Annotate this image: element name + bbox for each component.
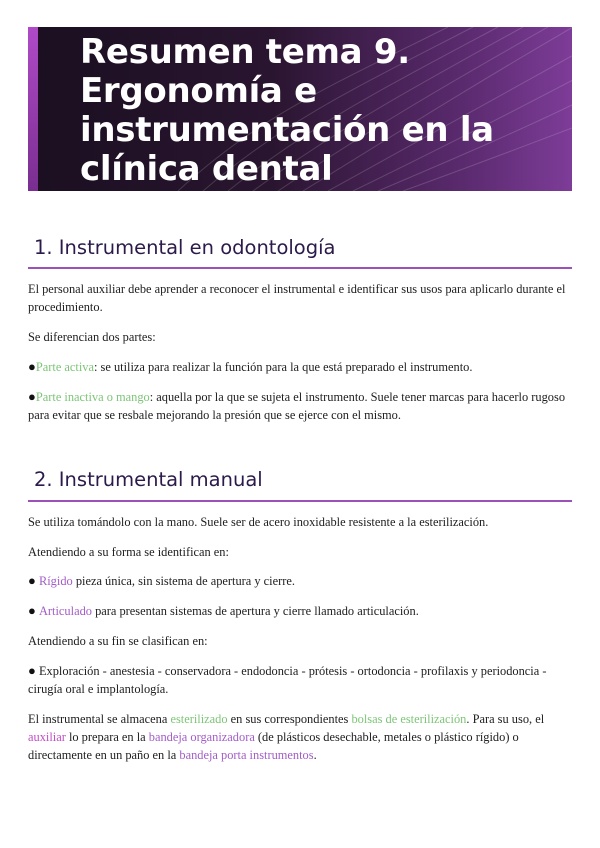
- storage-text: lo prepara en la: [65, 730, 149, 744]
- storage-text: (de plásticos desechable, metales o plástico rígido) o directamente en un paño en la: [28, 730, 519, 762]
- term-rigid: Rígido: [38, 574, 73, 588]
- bullet-icon: ●: [28, 603, 36, 618]
- term-instrument-tray: bandeja porta instrumentos: [179, 748, 314, 762]
- list-item-active-part: [28, 358, 573, 376]
- storage-text: El instrumental se almacena: [28, 712, 171, 726]
- storage-text: .: [313, 748, 317, 762]
- definition-handle: : aquella por la que se sujeta el instrumento. Suele tener marcas para hacerlo rugoso para evitar que se resbale mejorando la presión que se ejerce con el mismo.: [28, 390, 566, 422]
- term-handle: Parte inactiva o mango: [35, 390, 150, 404]
- section-2-divider: [28, 500, 572, 502]
- list-item-purposes: [28, 662, 573, 698]
- bullet-icon: ●: [28, 389, 36, 404]
- term-active-part: Parte activa: [35, 360, 94, 374]
- storage-paragraph: [28, 710, 573, 764]
- term-organizer-tray: bandeja organizadora: [148, 730, 255, 744]
- bullet-icon: ●: [28, 663, 36, 678]
- list-item-articulated: [28, 602, 573, 620]
- list-item-rigid: [28, 572, 573, 590]
- purpose-list-text: Exploración - anestesia - conservadora - endodoncia - prótesis - ortodoncia - profilaxis y periodoncia - cirugía oral e implantología.: [28, 664, 547, 696]
- section-1-intro: El personal auxiliar debe aprender a reconocer el instrumental e identificar sus usos para aplicarlo durante el procedimiento.: [28, 282, 566, 314]
- storage-text: . Para su uso, el: [466, 712, 545, 726]
- definition-active-part: : se utiliza para realizar la función para la que está preparado el instrumento.: [94, 360, 473, 374]
- purpose-classification-intro: Atendiendo a su fin se clasifican en:: [28, 634, 208, 648]
- list-item-handle: [28, 388, 573, 424]
- storage-text: en sus correspondientes: [227, 712, 352, 726]
- title-banner: [28, 27, 572, 191]
- section-1-parts-intro: Se diferencian dos partes:: [28, 330, 156, 344]
- term-articulated: Articulado: [38, 604, 92, 618]
- term-sterilized: esterilizado: [170, 712, 228, 726]
- term-assistant: auxiliar: [28, 730, 66, 744]
- term-sterilization-bags: bolsas de esterilización: [351, 712, 467, 726]
- section-1-divider: [28, 267, 572, 269]
- bullet-icon: ●: [28, 573, 36, 588]
- document-title: Resumen tema 9. Ergonomía e instrumentación en la clínica dental: [80, 32, 494, 189]
- definition-articulated: para presentan sistemas de apertura y cierre llamado articulación.: [91, 604, 419, 618]
- definition-rigid: pieza única, sin sistema de apertura y cierre.: [72, 574, 295, 588]
- section-2-intro: Se utiliza tomándolo con la mano. Suele ser de acero inoxidable resistente a la esterilización.: [28, 515, 489, 529]
- shape-classification-intro: Atendiendo a su forma se identifican en:: [28, 545, 229, 559]
- section-2-heading: 2. Instrumental manual: [34, 468, 263, 491]
- bullet-icon: ●: [28, 359, 36, 374]
- section-1-heading: 1. Instrumental en odontología: [34, 236, 336, 259]
